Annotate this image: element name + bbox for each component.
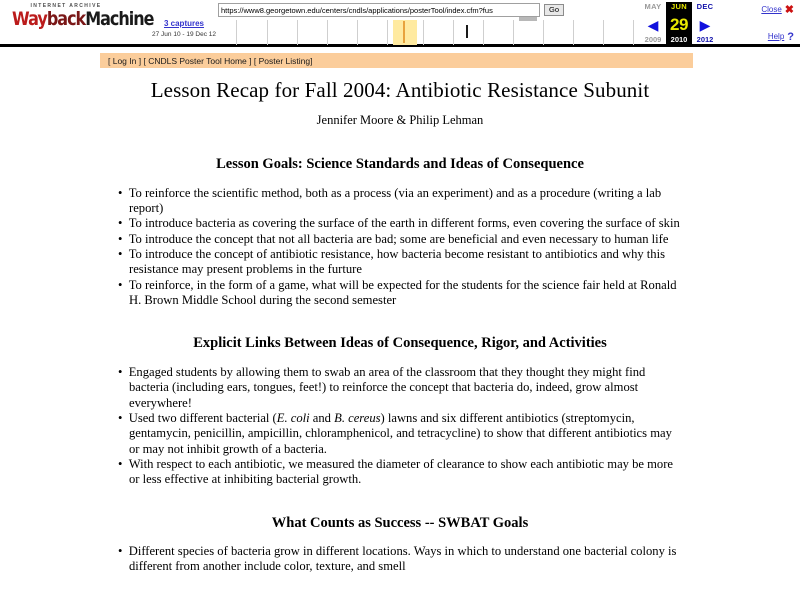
timeline-tick	[387, 20, 388, 45]
current-month-label: JUN	[671, 2, 687, 11]
date-navigator	[640, 2, 718, 45]
previous-month-label: MAY	[644, 2, 662, 11]
bullet-list	[118, 186, 682, 309]
timeline-tick	[423, 20, 424, 45]
list-item: • Used two different bacterial (E. coli and B. cereus) lawns and six different antibiotics (streptomycin, gentamycin, penicillin, ampicillin, chloramphenicol, and tetracycline) to show that different antibiotics may or may not inhibit growth of a bacteria.	[118, 411, 682, 457]
nav-link-login[interactable]: [ Log In ]	[108, 55, 142, 66]
wayback-wordmark	[12, 7, 154, 30]
poster-content	[0, 78, 800, 575]
wayback-toolbar	[0, 0, 800, 47]
timeline-tick	[573, 20, 574, 45]
go-button[interactable]: Go	[544, 4, 564, 16]
timeline-tick	[633, 20, 634, 45]
timeline-tick	[513, 20, 514, 45]
current-day-label: 29	[670, 14, 688, 34]
section-lesson-goals	[118, 156, 682, 308]
captures-summary	[135, 20, 233, 38]
bullet-list	[118, 544, 682, 575]
timeline-tick	[483, 20, 484, 45]
section-explicit-links	[118, 335, 682, 487]
close-toolbar-button[interactable]	[761, 3, 794, 16]
capture-timeline[interactable]	[236, 20, 634, 45]
close-icon: ✖	[784, 4, 794, 16]
timeline-hover-marker	[519, 17, 537, 21]
page-title: Lesson Recap for Fall 2004: Antibiotic Resistance Subunit	[150, 78, 650, 102]
bullet-list	[118, 365, 682, 488]
wordmark-machine: Machine	[85, 7, 154, 30]
timeline-tick	[453, 20, 454, 45]
next-arrow-icon[interactable]: ▶	[699, 16, 711, 33]
next-month-label: DEC	[696, 2, 714, 11]
list-item: • To introduce the concept that not all bacteria are bad; some are beneficial and even necessary to human life	[118, 232, 682, 247]
previous-capture-nav[interactable]	[640, 2, 666, 45]
list-item: • Engaged students by allowing them to swab an area of the classroom that they thought they might find bacteria (including ears, tongues, feet!) to reinforce the concept that bacteria do, indeed, grow almost everywhere!	[118, 365, 682, 411]
timeline-tick	[357, 20, 358, 45]
toolbar-links	[724, 2, 794, 44]
timeline-tick	[297, 20, 298, 45]
timeline-tick	[543, 20, 544, 45]
url-bar	[218, 3, 564, 17]
captures-count-link[interactable]: 3 captures	[163, 19, 205, 28]
section-heading: What Counts as Success -- SWBAT Goals	[271, 514, 529, 531]
captures-date-range: 27 Jun 10 - 19 Dec 12	[152, 30, 216, 38]
list-item: • To introduce bacteria as covering the surface of the earth in different forms, even covering the surface of skin	[118, 216, 682, 231]
nav-link-poster-listing[interactable]: [ Poster Listing]	[253, 55, 313, 66]
list-item: • Different species of bacteria grow in different locations. Ways in which to understand one bacterial colony is different from another include color, texture, and smell	[118, 544, 682, 575]
next-year-label: 2012	[696, 34, 714, 44]
list-item: • To introduce the concept of antibiotic resistance, how bacteria become resistant to antibiotics and why this resistance may present problems in the furture	[118, 247, 682, 278]
internet-archive-label: INTERNET ARCHIVE	[30, 3, 102, 9]
help-icon: ?	[787, 31, 794, 43]
list-item: • To reinforce the scientific method, both as a process (via an experiment) and as a procedure (writing a lab report)	[118, 186, 682, 217]
section-heading: Lesson Goals: Science Standards and Ideas of Consequence	[216, 156, 584, 173]
current-year-label: 2010	[670, 34, 688, 44]
url-input[interactable]	[218, 3, 540, 17]
previous-arrow-icon[interactable]: ◀	[647, 16, 659, 33]
next-capture-nav[interactable]	[692, 2, 718, 45]
timeline-capture-marker[interactable]	[466, 25, 468, 38]
timeline-tick	[267, 20, 268, 45]
previous-year-label: 2009	[644, 34, 662, 44]
current-capture-date	[666, 2, 692, 45]
wordmark-way: Way	[12, 7, 47, 30]
section-what-counts-as-success	[118, 515, 682, 575]
section-heading: Explicit Links Between Ideas of Consequence, Rigor, and Activities	[193, 335, 607, 352]
poster-authors: Jennifer Moore & Philip Lehman	[316, 113, 484, 128]
close-label: Close	[761, 5, 782, 14]
wayback-machine-logo[interactable]	[12, 3, 154, 30]
help-button[interactable]	[768, 31, 794, 43]
nav-link-poster-tool-home[interactable]: [ CNDLS Poster Tool Home ]	[143, 55, 252, 66]
site-navigation-bar	[100, 53, 693, 68]
timeline-selected-band	[393, 20, 417, 45]
help-label: Help	[767, 32, 785, 41]
timeline-capture-current[interactable]	[403, 21, 405, 43]
list-item: • With respect to each antibiotic, we measured the diameter of clearance to show each antibiotic may be more or less effective at inhibiting bacterial growth.	[118, 457, 682, 488]
timeline-tick	[327, 20, 328, 45]
wordmark-back: back	[46, 7, 86, 30]
timeline-tick	[603, 20, 604, 45]
list-item: • To reinforce, in the form of a game, what will be expected for the students for the science fair held at Ronald H. Brown Middle School during the second semester	[118, 278, 682, 309]
